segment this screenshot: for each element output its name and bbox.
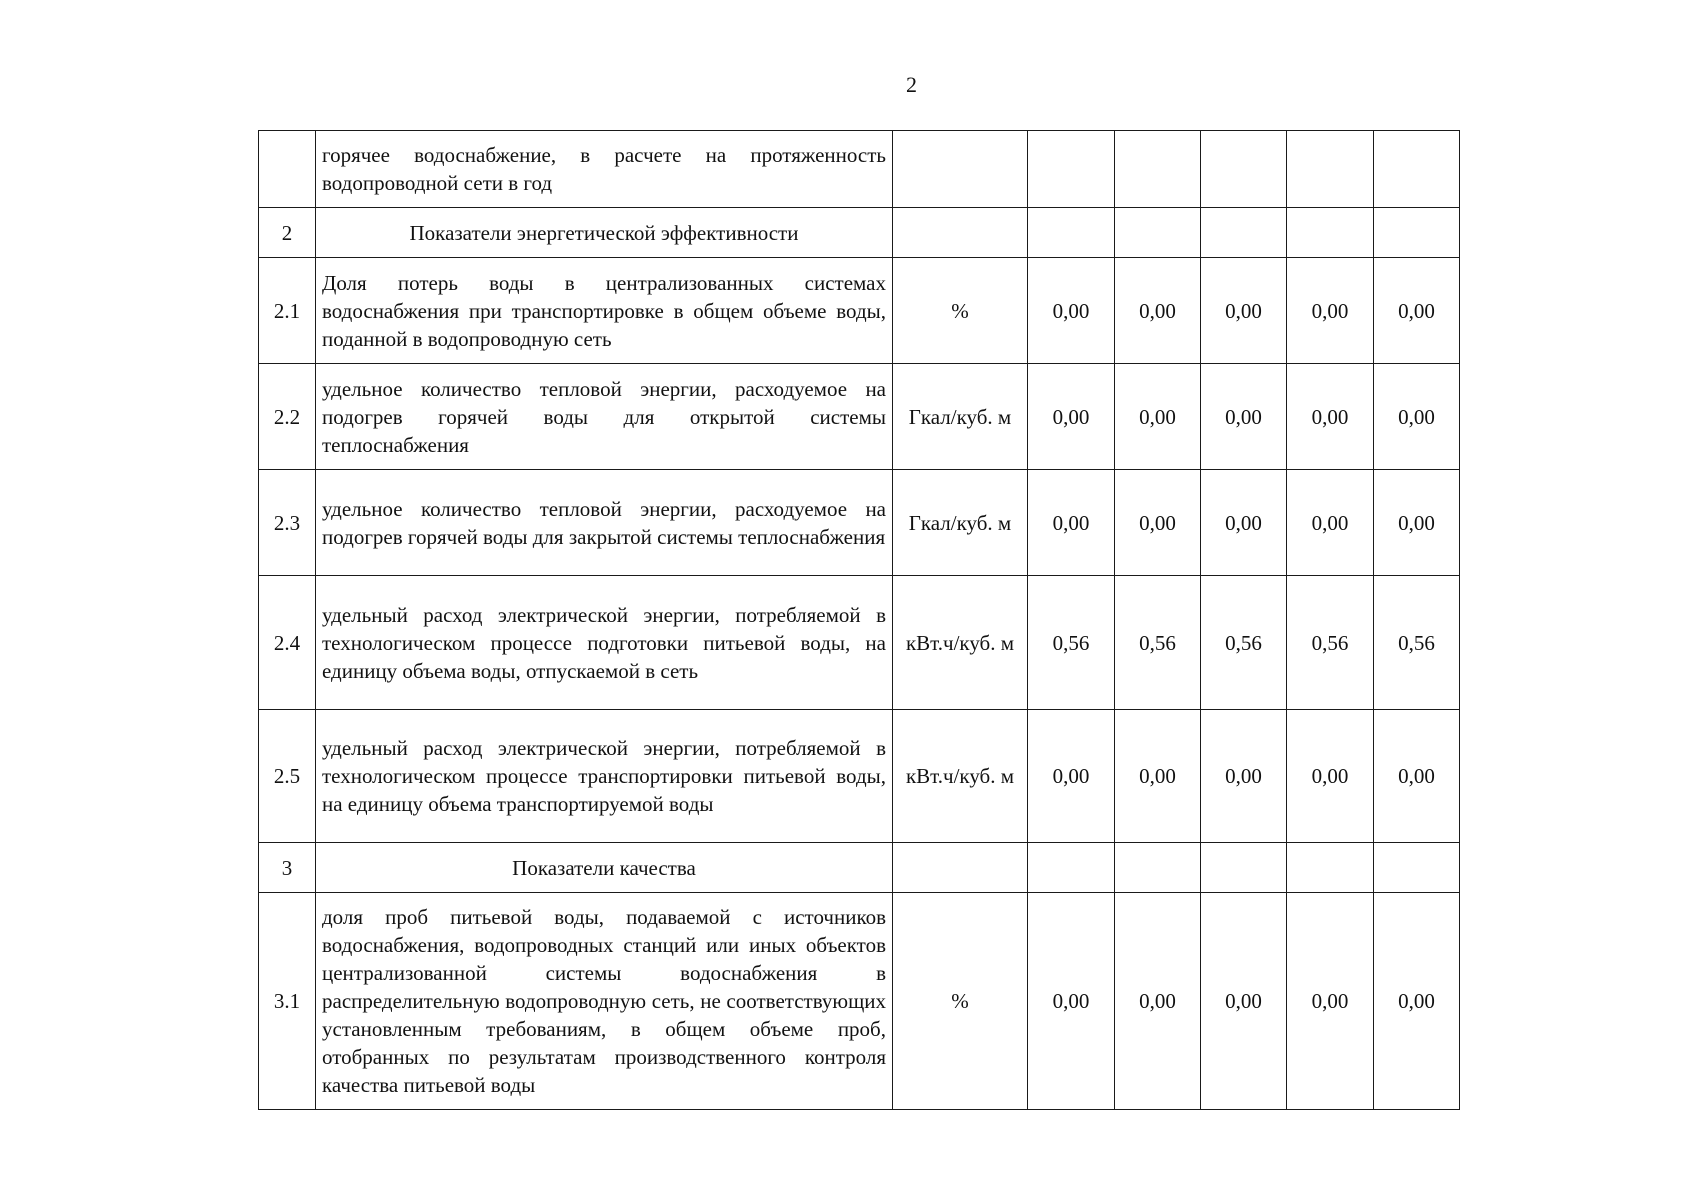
row-number [259, 131, 316, 208]
indicator-description: удельный расход электрической энергии, потребляемой в технологическом процессе транспортировки питьевой воды, на единицу объема транспортируемой воды [316, 710, 893, 843]
row-number: 2.3 [259, 470, 316, 576]
indicator-description: удельный расход электрической энергии, потребляемой в технологическом процессе подготовки питьевой воды, на единицу объема воды, отпускаемой в сеть [316, 576, 893, 710]
value-cell: 0,00 [1374, 364, 1460, 470]
value-cell: 0,00 [1115, 258, 1201, 364]
page-number: 2 [906, 72, 917, 97]
table-row [259, 576, 1460, 710]
section-title: Показатели энергетической эффективности [316, 208, 893, 258]
row-number: 2.2 [259, 364, 316, 470]
unit-cell: кВт.ч/куб. м [893, 576, 1028, 710]
value-cell [1374, 131, 1460, 208]
value-cell [1201, 208, 1287, 258]
value-cell: 0,00 [1201, 470, 1287, 576]
value-cell: 0,00 [1374, 893, 1460, 1110]
value-cell [1287, 843, 1374, 893]
indicators-table [258, 130, 1460, 1110]
table-row [259, 893, 1460, 1110]
value-cell: 0,00 [1201, 364, 1287, 470]
value-cell: 0,00 [1287, 364, 1374, 470]
value-cell: 0,00 [1374, 710, 1460, 843]
indicator-description: доля проб питьевой воды, подаваемой с источников водоснабжения, водопроводных станций или иных объектов централизованной системы водоснабжения в распределительную водопроводную сеть, не соответствующих установленным требованиям, в общем объеме проб, отобранных по результатам производственного контроля качества питьевой воды [316, 893, 893, 1110]
value-cell [1287, 208, 1374, 258]
value-cell: 0,00 [1201, 893, 1287, 1110]
value-cell: 0,00 [1374, 470, 1460, 576]
value-cell: 0,00 [1287, 710, 1374, 843]
row-number: 2.5 [259, 710, 316, 843]
value-cell: 0,00 [1028, 364, 1115, 470]
value-cell: 0,00 [1201, 710, 1287, 843]
indicator-description: Доля потерь воды в централизованных системах водоснабжения при транспортировке в общем объеме воды, поданной в водопроводную сеть [316, 258, 893, 364]
unit-cell [893, 208, 1028, 258]
value-cell: 0,00 [1115, 364, 1201, 470]
table-body [259, 131, 1460, 1110]
section-row [259, 843, 1460, 893]
value-cell: 0,00 [1287, 893, 1374, 1110]
value-cell [1201, 843, 1287, 893]
value-cell [1028, 843, 1115, 893]
indicator-description: удельное количество тепловой энергии, расходуемое на подогрев горячей воды для открытой системы теплоснабжения [316, 364, 893, 470]
value-cell [1028, 208, 1115, 258]
row-number: 3 [259, 843, 316, 893]
value-cell: 0,00 [1115, 710, 1201, 843]
table-row [259, 258, 1460, 364]
unit-cell: % [893, 258, 1028, 364]
value-cell: 0,56 [1201, 576, 1287, 710]
value-cell: 0,00 [1201, 258, 1287, 364]
value-cell: 0,00 [1028, 893, 1115, 1110]
value-cell: 0,56 [1028, 576, 1115, 710]
value-cell: 0,00 [1287, 470, 1374, 576]
section-title: Показатели качества [316, 843, 893, 893]
value-cell [1287, 131, 1374, 208]
value-cell: 0,00 [1115, 470, 1201, 576]
row-number: 3.1 [259, 893, 316, 1110]
indicator-description: удельное количество тепловой энергии, расходуемое на подогрев горячей воды для закрытой системы теплоснабжения [316, 470, 893, 576]
value-cell [1115, 208, 1201, 258]
value-cell: 0,00 [1374, 258, 1460, 364]
value-cell: 0,00 [1028, 258, 1115, 364]
value-cell: 0,56 [1374, 576, 1460, 710]
unit-cell [893, 131, 1028, 208]
value-cell: 0,00 [1028, 470, 1115, 576]
indicator-description: горячее водоснабжение, в расчете на протяженность водопроводной сети в год [316, 131, 893, 208]
value-cell [1374, 208, 1460, 258]
value-cell [1201, 131, 1287, 208]
row-number: 2.4 [259, 576, 316, 710]
unit-cell: кВт.ч/куб. м [893, 710, 1028, 843]
value-cell [1115, 843, 1201, 893]
value-cell [1028, 131, 1115, 208]
row-number: 2 [259, 208, 316, 258]
section-row [259, 208, 1460, 258]
value-cell [1115, 131, 1201, 208]
value-cell: 0,00 [1287, 258, 1374, 364]
table-row [259, 710, 1460, 843]
table-row [259, 131, 1460, 208]
table-row [259, 470, 1460, 576]
row-number: 2.1 [259, 258, 316, 364]
unit-cell [893, 843, 1028, 893]
unit-cell: Гкал/куб. м [893, 470, 1028, 576]
value-cell: 0,00 [1028, 710, 1115, 843]
table-row [259, 364, 1460, 470]
unit-cell: % [893, 893, 1028, 1110]
unit-cell: Гкал/куб. м [893, 364, 1028, 470]
value-cell: 0,56 [1287, 576, 1374, 710]
value-cell: 0,00 [1115, 893, 1201, 1110]
value-cell: 0,56 [1115, 576, 1201, 710]
value-cell [1374, 843, 1460, 893]
